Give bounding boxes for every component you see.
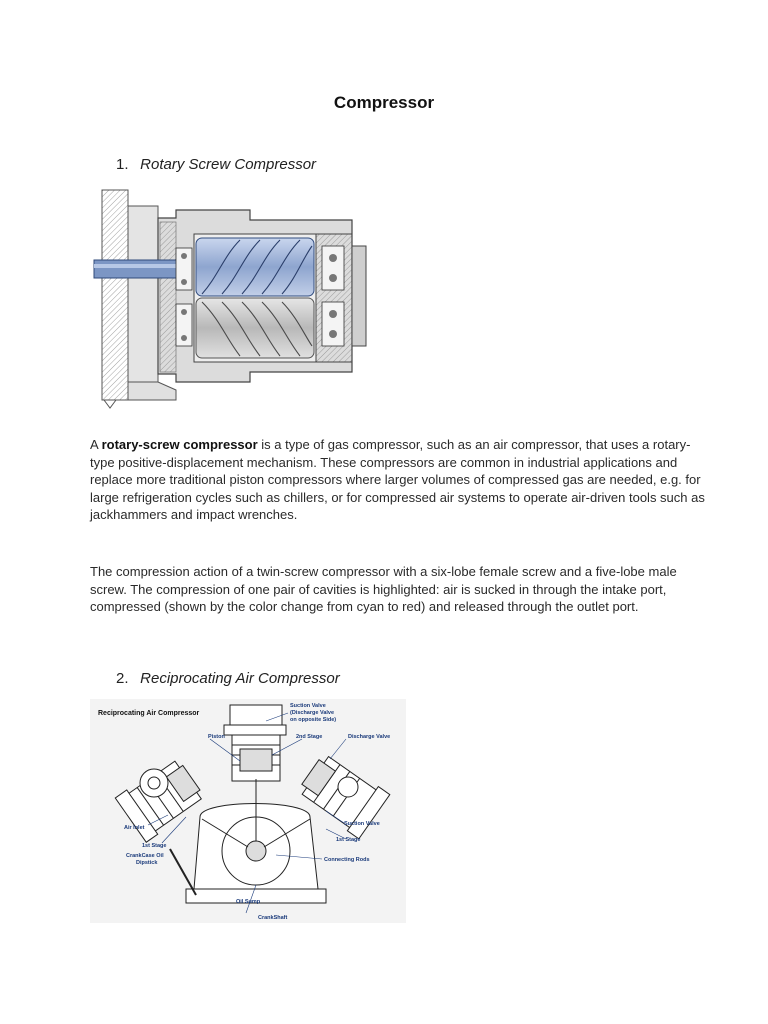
label-crankcase-oil-1: CrankCase Oil [126,853,164,859]
paragraph-text: is a type of gas compressor, such as an air compressor, that uses a rotary-type positive-displacement mechanism. These compressors are common in industrial applications and replace more traditional piston compressors where larger volumes of compressed gas are needed, e.g. for large refrigeration cycles such as chillers, or for compressed air systems to operate air-driven tools such as jackhammers and impact wrenches. [90,437,705,522]
section-title: Rotary Screw Compressor [140,156,317,173]
page-title: Compressor [333,93,435,112]
section-number: 1. [116,156,129,173]
label-discharge-note-2: on opposite Side) [290,717,337,723]
rotary-description-paragraph [90,436,710,524]
paragraph-bold-term: rotary-screw compressor [101,437,258,452]
label-discharge-valve: Discharge Valve [348,734,391,740]
reciprocating-compressor-illustration [90,699,406,923]
paragraph-lead-prefix: A [90,437,102,452]
label-crankshaft: CrankShaft [258,915,288,921]
label-crankcase-oil-2: Dipstick [136,860,158,866]
figure-title: Reciprocating Air Compressor [98,710,200,717]
section-heading-reciprocating [116,670,340,687]
compression-action-paragraph: The compression action of a twin-screw compressor with a six-lobe female screw and a five-lobe male screw. The compression of one pair of cavities is highlighted: air is sucked in through the intake port, compressed (shown by the color change from cyan to red) and released through the outlet port. [90,564,677,614]
label-suction-valve-right: Suction Valve [344,821,380,827]
label-first-stage-left: 1st Stage [142,843,167,849]
label-second-stage: 2nd Stage [296,734,323,740]
section-heading-rotary [116,156,316,173]
label-connecting-rods: Connecting Rods [324,857,370,863]
label-air-inlet: Air Inlet [124,825,145,831]
label-discharge-note-1: (Discharge Valve [290,710,335,716]
section-number: 2. [116,670,129,687]
label-piston: Piston [208,734,225,740]
label-first-stage-right: 1st Stage [336,837,361,843]
rotary-screw-compressor-illustration [90,186,370,412]
label-oil-sump: Oil Sump [236,899,261,905]
label-suction-valve-top: Suction Valve [290,703,326,709]
section-title: Reciprocating Air Compressor [140,670,340,687]
